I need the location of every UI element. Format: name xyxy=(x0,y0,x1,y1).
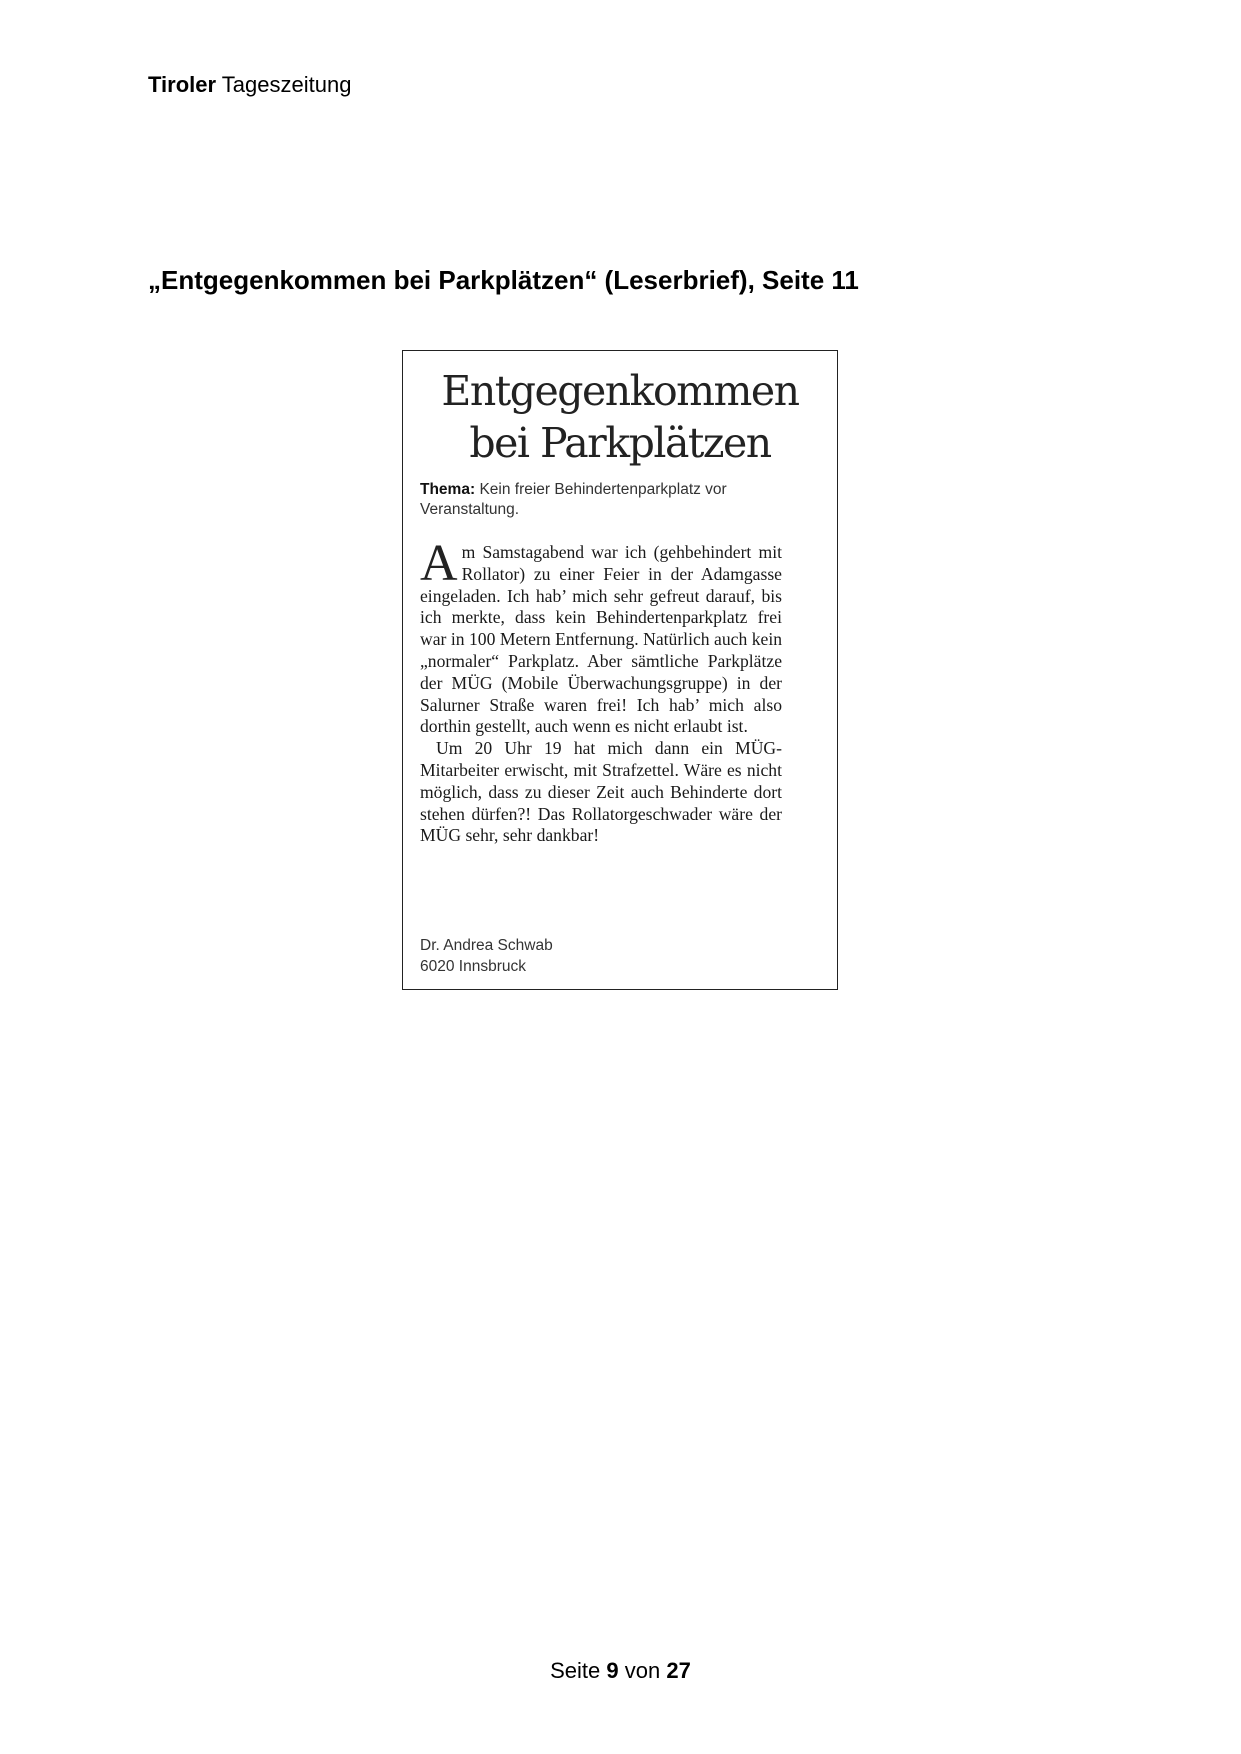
article-topic xyxy=(420,480,782,520)
page-middle: von xyxy=(624,1658,661,1683)
document-title: „Entgegenkommen bei Parkplätzen“ (Leserbrief), Seite 11 xyxy=(148,265,859,295)
author-name: Dr. Andrea Schwab xyxy=(420,937,553,954)
brand-bold: Tiroler xyxy=(148,72,217,97)
page-current: 9 xyxy=(606,1658,619,1683)
letter-signature xyxy=(420,935,553,977)
paragraph-1-text: m Samstagabend war ich (gehbehindert mit Rollator) zu einer Feier in der Adamgasse eingeladen. Ich hab’ mich sehr gefreut darauf, bis ich merkte, dass kein Behindertenparkplatz frei war in 100 Metern Entfernung. Natürlich auch kein „normaler“ Parkplatz. Aber sämtliche Parkplätze der MÜG (Mobile Überwachungsgruppe) in der Salurner Straße waren frei! Ich hab’ mich also dorthin gestellt, auch wenn es nicht erlaubt ist. xyxy=(420,542,782,737)
page-total: 27 xyxy=(666,1658,691,1683)
headline-line-2: bei Parkplätzen xyxy=(469,419,771,467)
letter-body xyxy=(420,535,782,847)
page-number xyxy=(0,1658,1241,1684)
article-headline xyxy=(403,365,837,469)
letter-paragraph-1 xyxy=(420,535,782,738)
drop-cap: A xyxy=(420,535,458,592)
page-prefix: Seite xyxy=(550,1658,601,1683)
topic-text: Kein freier Behindertenparkplatz vor Veranstaltung. xyxy=(420,481,727,518)
author-city: 6020 Innsbruck xyxy=(420,958,526,975)
letter-paragraph-2: Um 20 Uhr 19 hat mich dann ein MÜG-Mitarbeiter erwischt, mit Strafzettel. Wäre es nicht möglich, dass zu dieser Zeit auch Behinderte dort stehen dürfen?! Das Rollatorgeschwader wäre der MÜG sehr, sehr dankbar! xyxy=(420,738,782,846)
header-brand xyxy=(148,72,351,98)
headline-line-1: Entgegenkommen xyxy=(441,367,799,415)
brand-regular: Tageszeitung xyxy=(221,72,352,97)
newspaper-clipping xyxy=(402,350,838,990)
topic-label: Thema: xyxy=(420,481,476,498)
